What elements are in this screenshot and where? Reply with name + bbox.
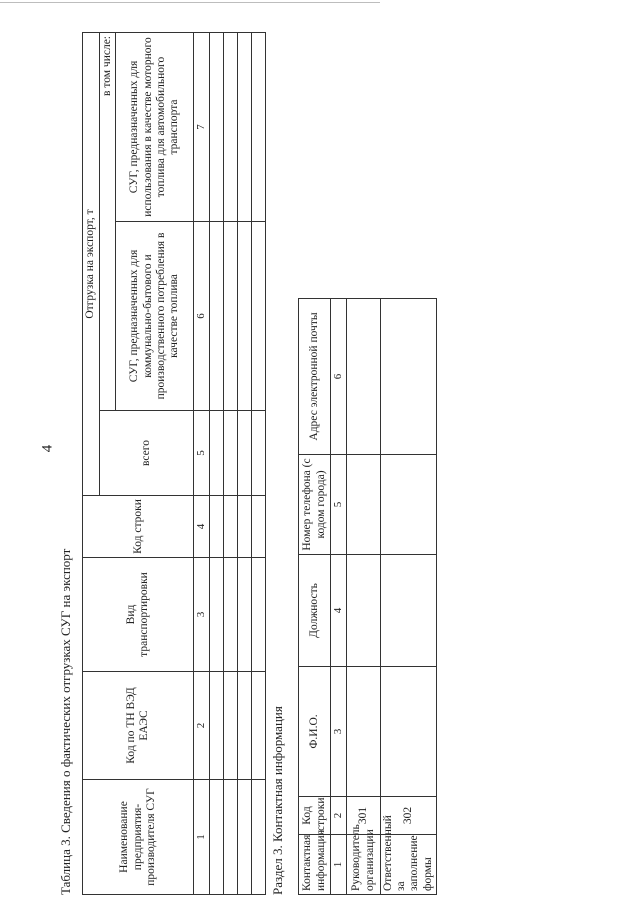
table3-export-shipments [82, 32, 266, 895]
header-tn-ved: Код по ТН ВЭД ЕАЭС [83, 672, 194, 780]
header-email: Адрес электронной почты [299, 299, 331, 455]
top-rule [0, 2, 380, 3]
row-label-responsible: Ответственный за заполнение формы [381, 835, 437, 895]
header-row-code: Код строки [83, 496, 194, 558]
header-name: Наименование предприятия-производителя СУГ [83, 780, 194, 895]
table-row [210, 33, 224, 895]
row-code-301: 301 [347, 797, 381, 835]
col-num-5: 5 [194, 411, 210, 496]
page-number: 4 [39, 444, 56, 453]
table-contact-info [298, 298, 437, 895]
col-num-5: 5 [331, 455, 347, 555]
col-num-2: 2 [194, 672, 210, 780]
row-label-head: Руководитель организации [347, 835, 381, 895]
col-num-3: 3 [194, 558, 210, 672]
header-including: в том числе: [100, 33, 116, 411]
col-num-2: 2 [331, 797, 347, 835]
header-code: Код строки [299, 797, 331, 835]
header-export: Отгрузка на экспорт, т [83, 33, 100, 496]
header-fio: Ф.И.О. [299, 667, 331, 797]
col-num-7: 7 [194, 33, 210, 222]
row-code-302: 302 [381, 797, 437, 835]
header-household-lpg: СУГ, предназначенных для коммунально-бытового и производственного потребления в качестве топлива [116, 222, 194, 411]
header-total: всего [100, 411, 194, 496]
table3-caption: Таблица 3. Сведения о фактических отгрузках СУГ на экспорт [58, 548, 73, 895]
header-contact: Контактная информация [299, 835, 331, 895]
table-row [347, 299, 381, 895]
table-row [224, 33, 238, 895]
section3-caption: Раздел 3. Контактная информация [270, 706, 285, 895]
header-transport: Вид транспортировки [83, 558, 194, 672]
col-num-3: 3 [331, 667, 347, 797]
table-row [381, 299, 437, 895]
header-position: Должность [299, 555, 331, 667]
table-row [252, 33, 266, 895]
col-num-1: 1 [331, 835, 347, 895]
col-num-4: 4 [194, 496, 210, 558]
col-num-4: 4 [331, 555, 347, 667]
rotated-page [50, 35, 590, 895]
table-row [238, 33, 252, 895]
header-phone: Номер телефона (с кодом города) [299, 455, 331, 555]
col-num-1: 1 [194, 780, 210, 895]
header-motor-lpg: СУГ, предназначенных для использования в качестве моторного топлива для автомобильного транспорта [116, 33, 194, 222]
col-num-6: 6 [331, 299, 347, 455]
col-num-6: 6 [194, 222, 210, 411]
